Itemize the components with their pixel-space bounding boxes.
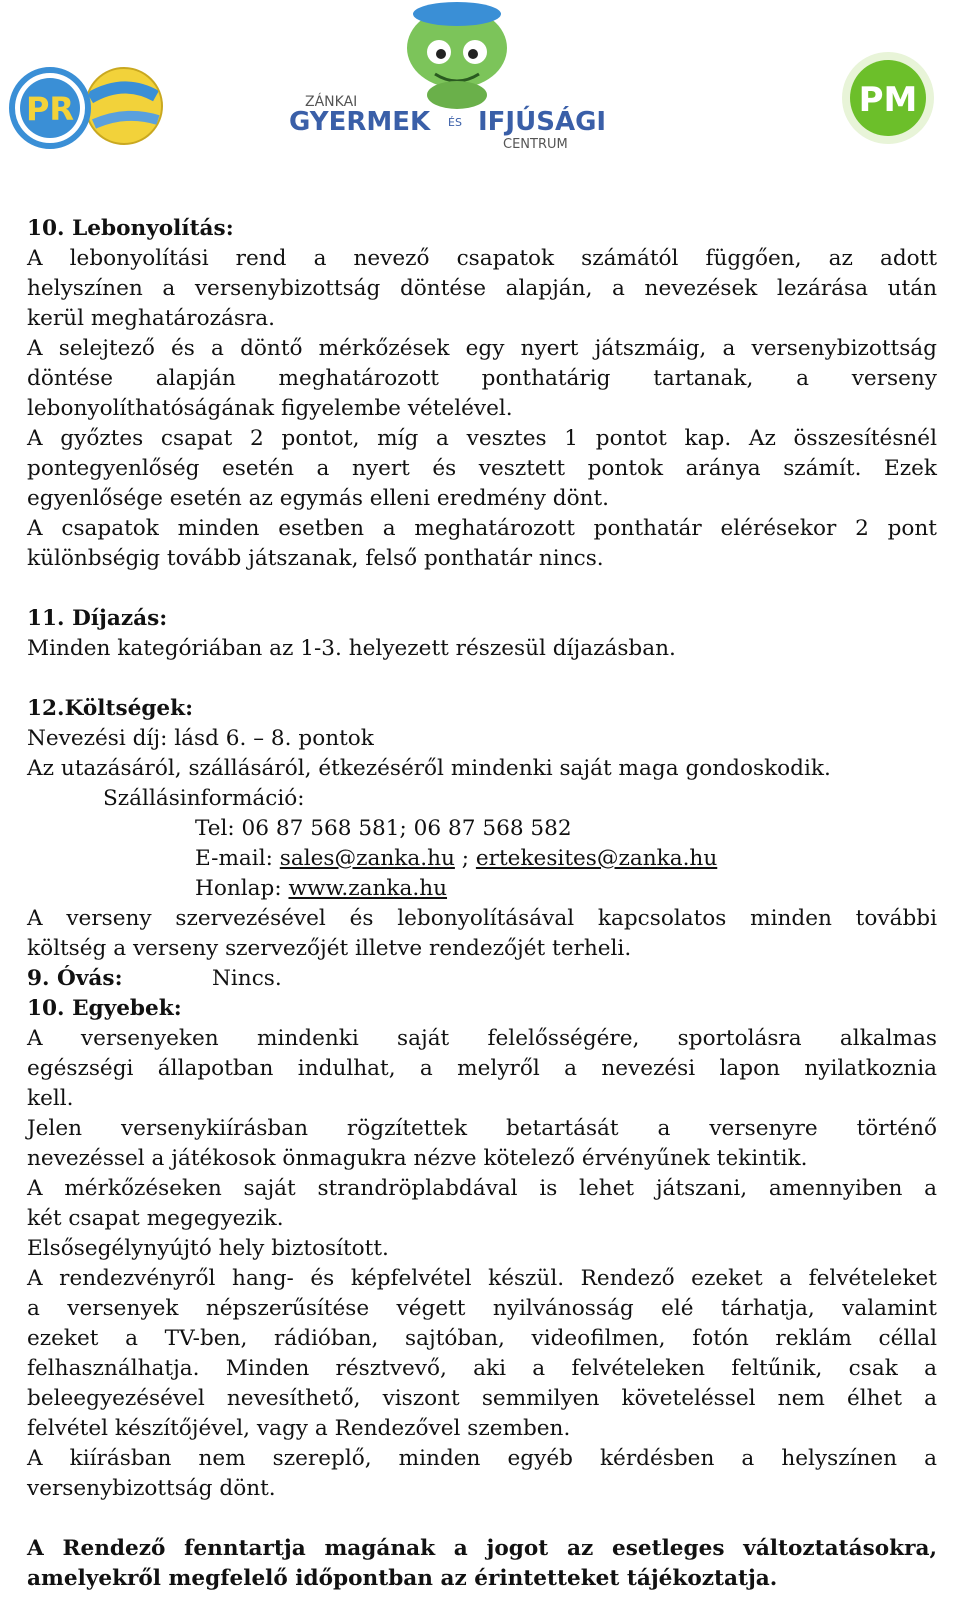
text-line: felhasználhatja. Minden résztvevő, aki a felvételeken feltűnik, csak a	[27, 1356, 937, 1381]
final-notice-line: A Rendező fenntartja magának a jogot az esetleges változtatásokra,	[27, 1536, 937, 1561]
text-line: kell.	[27, 1086, 74, 1111]
text-line: Elsősegélynyújtó hely biztosított.	[27, 1236, 389, 1261]
document-body	[27, 214, 937, 1594]
text-line: versenybizottság dönt.	[27, 1476, 276, 1501]
text-line: A kiírásban nem szereplő, minden egyéb kérdésben a helyszínen a	[27, 1446, 937, 1471]
text-line: A verseny szervezésével és lebonyolításával kapcsolatos minden további	[27, 906, 937, 931]
final-notice-line: amelyekről megfelelő időpontban az érintetteket tájékoztatja.	[27, 1566, 778, 1591]
svg-text:CENTRUM: CENTRUM	[503, 137, 568, 152]
lodging-web	[27, 874, 937, 904]
text-line: beleegyezésével nevesíthető, viszont semmilyen követeléssel nem élhet a	[27, 1386, 937, 1411]
section-heading-dijazas: 11. Díjazás:	[27, 606, 168, 631]
text-line: A selejtező és a döntő mérkőzések egy nyert játszmáig, a versenybizottság	[27, 336, 937, 361]
web-label: Honlap:	[195, 876, 289, 901]
lodging-tel: Tel: 06 87 568 581; 06 87 568 582	[195, 816, 572, 841]
section-heading-egyebek: 10. Egyebek:	[27, 996, 182, 1021]
section-heading-ovas: 9. Óvás:	[27, 966, 123, 991]
website-link[interactable]: www.zanka.hu	[288, 876, 448, 901]
email-separator: ;	[454, 846, 476, 871]
text-line: kerül meghatározásra.	[27, 306, 275, 331]
text-line: pontegyenlőség esetén a nyert és vesztett pontok aránya számít. Ezek	[27, 456, 937, 481]
text-line: A csapatok minden esetben a meghatározott ponthatár elérésekor 2 pont	[27, 516, 937, 541]
section-heading-lebonyolitas: 10. Lebonyolítás:	[27, 216, 234, 241]
text-line: a versenyek népszerűsítése végett nyilvánosság elé tárhatja, valamint	[27, 1296, 937, 1321]
lodging-label: Szállásinformáció:	[103, 786, 305, 811]
svg-text:GYERMEK: GYERMEK	[289, 107, 431, 137]
email-link-sales[interactable]: sales@zanka.hu	[279, 846, 455, 871]
pm-logo	[838, 48, 938, 148]
text-line: különbségig tovább játszanak, felső ponthatár nincs.	[27, 546, 604, 571]
section-heading-koltsegek: 12.Költségek:	[27, 696, 194, 721]
text-line: egészségi állapotban indulhat, a melyről a nevezési lapon nyilatkoznia	[27, 1056, 937, 1081]
lodging-email	[27, 844, 937, 874]
text-line: helyszínen a versenybizottság döntése alapján, a nevezések lezárása után	[27, 276, 937, 301]
text-line: Nevezési díj: lásd 6. – 8. pontok	[27, 726, 374, 751]
zankai-centrum-logo	[285, 0, 630, 180]
text-line: Az utazásáról, szállásáról, étkezéséről mindenki saját maga gondoskodik.	[27, 756, 831, 781]
text-line: Jelen versenykiírásban rögzítettek betartását a versenyre történő	[27, 1116, 937, 1141]
text-line: ezeket a TV-ben, rádióban, sajtóban, videofilmen, fotón reklám céllal	[27, 1326, 937, 1351]
svg-text:PR: PR	[25, 90, 75, 128]
email-label: E-mail:	[195, 846, 280, 871]
text-line: költség a verseny szervezőjét illetve rendezőjét terheli.	[27, 936, 632, 961]
text-line: nevezéssel a játékosok önmagukra nézve kötelező érvényűnek tekintik.	[27, 1146, 808, 1171]
svg-text:ZÁNKAI: ZÁNKAI	[305, 94, 358, 110]
page-header	[0, 0, 960, 185]
ovas-value: Nincs.	[212, 966, 282, 991]
text-line: A győztes csapat 2 pontot, míg a vesztes 1 pontot kap. Az összesítésnél	[27, 426, 937, 451]
svg-text:IFJÚSÁGI: IFJÚSÁGI	[478, 107, 607, 137]
text-line: A rendezvényről hang- és képfelvétel készül. Rendező ezeket a felvételeket	[27, 1266, 937, 1291]
text-line: felvétel készítőjével, vagy a Rendezővel szemben.	[27, 1416, 571, 1441]
text-line: egyenlősége esetén az egymás elleni eredmény dönt.	[27, 486, 610, 511]
text-line: A versenyeken mindenki saját felelősségére, sportolásra alkalmas	[27, 1026, 937, 1051]
text-line: lebonyolíthatóságának figyelembe vételével.	[27, 396, 513, 421]
email-link-ertekesites[interactable]: ertekesites@zanka.hu	[475, 846, 718, 871]
text-line: A lebonyolítási rend a nevező csapatok számától függően, az adott	[27, 246, 937, 271]
text-line: két csapat megegyezik.	[27, 1206, 284, 1231]
text-line: Minden kategóriában az 1-3. helyezett részesül díjazásban.	[27, 636, 676, 661]
section-ovas	[27, 964, 937, 994]
text-line: döntése alapján meghatározott ponthatárig tartanak, a verseny	[27, 366, 937, 391]
svg-text:PM: PM	[858, 80, 918, 120]
svg-text:ÉS: ÉS	[448, 116, 462, 129]
pr-volleyball-logo	[6, 58, 166, 158]
text-line: A mérkőzéseken saját strandröplabdával is lehet játszani, amennyiben a	[27, 1176, 937, 1201]
